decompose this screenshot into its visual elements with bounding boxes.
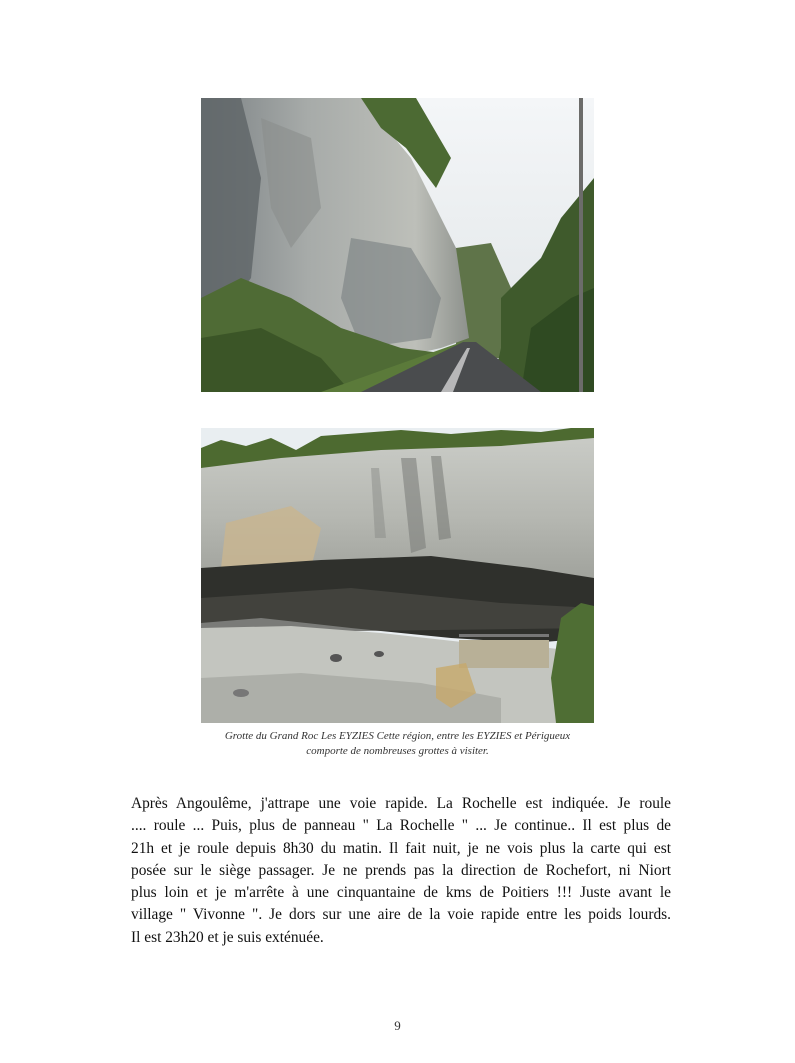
paragraph-line: .... roule ... Puis, plus de panneau " La Rochelle " ... Je continue.. Il est plus de <box>131 817 671 835</box>
paragraph-line: plus loin et je m'arrête à une cinquantaine de kms de Poitiers !!! Juste avant le <box>131 884 671 902</box>
caption-line-2: comporte de nombreuses grottes à visiter. <box>306 745 489 757</box>
paragraph-line: posée sur le siège passager. Je ne prends pas la direction de Rochefort, ni Niort <box>131 861 671 879</box>
caption-line-1: Grotte du Grand Roc Les EYZIES Cette région, entre les EYZIES et Périgueux <box>224 730 571 742</box>
page-number: 9 <box>394 1018 401 1033</box>
paragraph-line: Il est 23h20 et je suis exténuée. <box>131 928 324 946</box>
paragraph-line: 21h et je roule depuis 8h30 du matin. Il fait nuit, je ne vois plus la carte qui est <box>131 839 671 857</box>
grotte-grand-roc-image <box>201 428 594 723</box>
photo-caption <box>196 729 599 759</box>
body-paragraph <box>131 793 671 949</box>
paragraph-line: village " Vivonne ". Je dors sur une aire de la voie rapide entre les poids lourds. <box>131 906 671 924</box>
paragraph-line: Après Angoulême, j'attrape une voie rapide. La Rochelle est indiquée. Je roule <box>131 795 671 812</box>
grotte-grand-roc-photo <box>201 428 594 723</box>
cliff-road-image <box>201 98 594 392</box>
cliff-road-photo <box>201 98 594 392</box>
